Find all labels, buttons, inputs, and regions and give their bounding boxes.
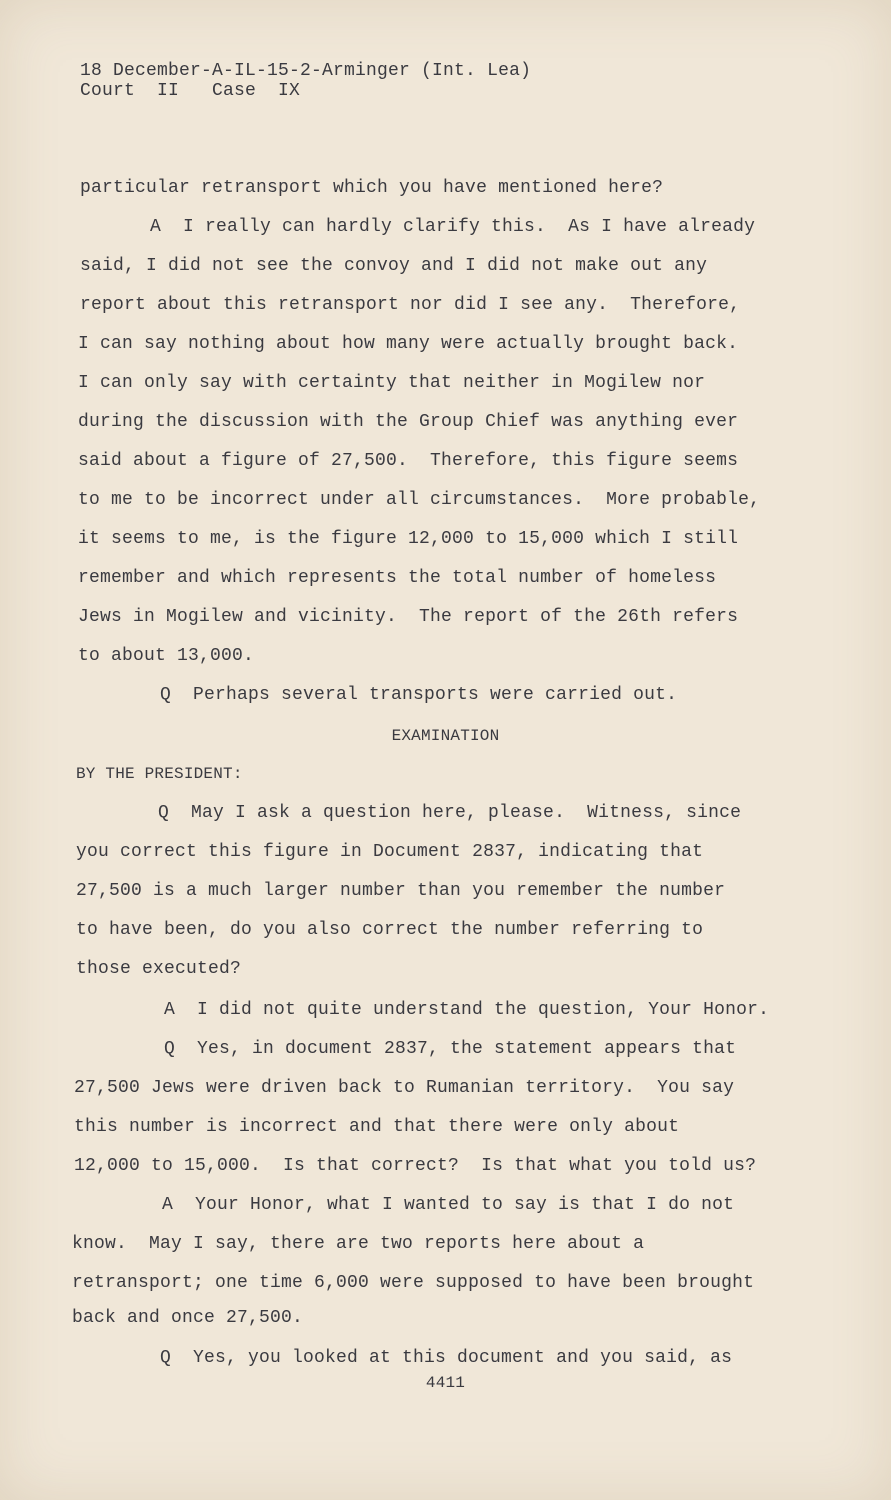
header-line-1: 18 December-A-IL-15-2-Arminger (Int. Lea) [80,61,532,81]
text-line: 27,500 is a much larger number than you remember the number [76,881,726,901]
text-line: 12,000 to 15,000. Is that correct? Is that what you told us? [74,1156,757,1176]
text-line: said, I did not see the convoy and I did not make out any [80,256,708,276]
text-line: particular retransport which you have mentioned here? [80,178,664,198]
text-line: remember and which represents the total number of homeless [78,568,717,588]
text-line: it seems to me, is the figure 12,000 to 15,000 which I still [78,529,739,549]
text-line: to have been, do you also correct the number referring to [76,920,704,940]
text-line: Q Yes, in document 2837, the statement appears that [164,1039,737,1059]
text-line: those executed? [76,959,242,979]
text-line: said about a figure of 27,500. Therefore, this figure seems [78,451,739,471]
page-number: 4411 [425,1374,466,1392]
text-line: back and once 27,500. [72,1308,304,1328]
text-line: know. May I say, there are two reports here about a [72,1234,645,1254]
text-line: to about 13,000. [78,646,255,666]
header-line-2: Court II Case IX [80,81,301,101]
speaker-heading: BY THE PRESIDENT: [76,765,243,783]
text-line: I can say nothing about how many were actually brought back. [78,334,739,354]
text-line: Jews in Mogilew and vicinity. The report of the 26th refers [78,607,739,627]
text-line: report about this retransport nor did I see any. Therefore, [80,295,741,315]
text-line: Q May I ask a question here, please. Witness, since [158,803,742,823]
text-line: A I really can hardly clarify this. As I have already [150,217,756,237]
text-line: during the discussion with the Group Chief was anything ever [78,412,739,432]
section-heading: EXAMINATION [391,727,500,745]
text-line: you correct this figure in Document 2837, indicating that [76,842,704,862]
text-line: retransport; one time 6,000 were supposed to have been brought [72,1273,755,1293]
text-line: to me to be incorrect under all circumstances. More probable, [78,490,761,510]
text-line: A Your Honor, what I wanted to say is that I do not [162,1195,735,1215]
text-line: I can only say with certainty that neither in Mogilew nor [78,373,706,393]
text-line: A I did not quite understand the question, Your Honor. [164,1000,770,1020]
text-line: 27,500 Jews were driven back to Rumanian territory. You say [74,1078,735,1098]
text-line: this number is incorrect and that there were only about [74,1117,680,1137]
text-line: Q Yes, you looked at this document and you said, as [160,1348,733,1368]
text-line: Q Perhaps several transports were carried out. [160,685,678,705]
